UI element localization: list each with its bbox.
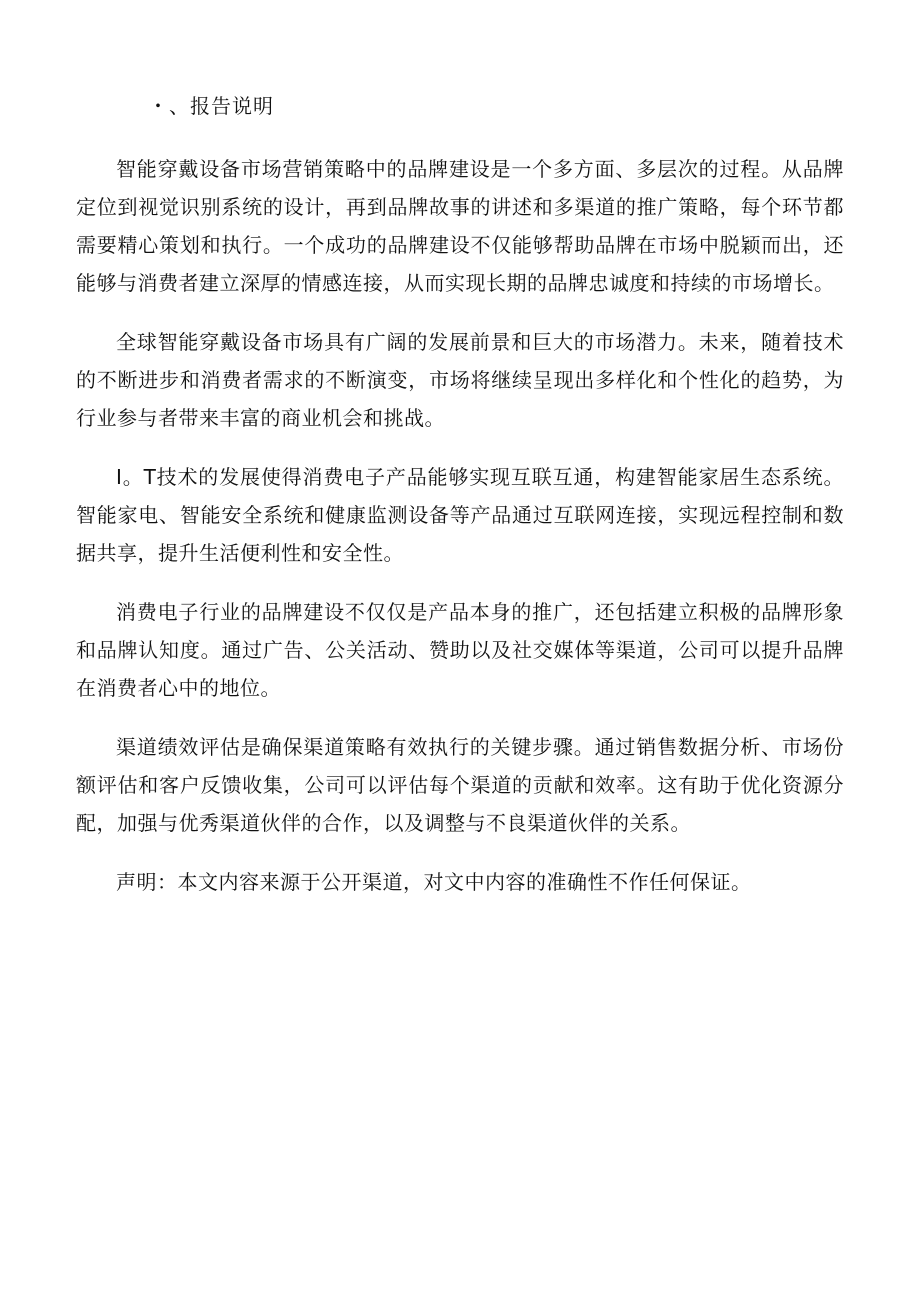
paragraph-brand-building: 智能穿戴设备市场营销策略中的品牌建设是一个多方面、多层次的过程。从品牌定位到视觉识别系统的设计，再到品牌故事的讲述和多渠道的推广策略，每个环节都需要精心策划和执行。一个成功的品牌建设不仅能够帮助品牌在市场中脱颖而出，还能够与消费者建立深厚的情感连接，从而实现长期的品牌忠诚度和持续的市场增长。 [76,157,844,295]
paragraph-disclaimer: 声明：本文内容来源于公开渠道，对文中内容的准确性不作任何保证。 [116,870,752,894]
paragraph-market-outlook: 全球智能穿戴设备市场具有广阔的发展前景和巨大的市场潜力。未来，随着技术的不断进步和消费者需求的不断演变，市场将继续呈现出多样化和个性化的趋势，为行业参与者带来丰富的商业机会和挑战。 [76,330,844,430]
paragraph-channel-performance: 渠道绩效评估是确保渠道策略有效执行的关键步骤。通过销售数据分析、市场份额评估和客户反馈收集，公司可以评估每个渠道的贡献和效率。这有助于优化资源分配，加强与优秀渠道伙伴的合作，以及调整与不良渠道伙伴的关系。 [76,735,844,835]
paragraph-consumer-electronics-brand: 消费电子行业的品牌建设不仅仅是产品本身的推广，还包括建立积极的品牌形象和品牌认知度。通过广告、公关活动、赞助以及社交媒体等渠道，公司可以提升品牌在消费者心中的地位。 [76,600,844,700]
section-heading: ・、报告说明 [148,94,274,118]
paragraph-iot-technology: I。T技术的发展使得消费电子产品能够实现互联互通，构建智能家居生态系统。智能家电、智能安全系统和健康监测设备等产品通过互联网连接，实现远程控制和数据共享，提升生活便利性和安全性。 [76,465,844,565]
